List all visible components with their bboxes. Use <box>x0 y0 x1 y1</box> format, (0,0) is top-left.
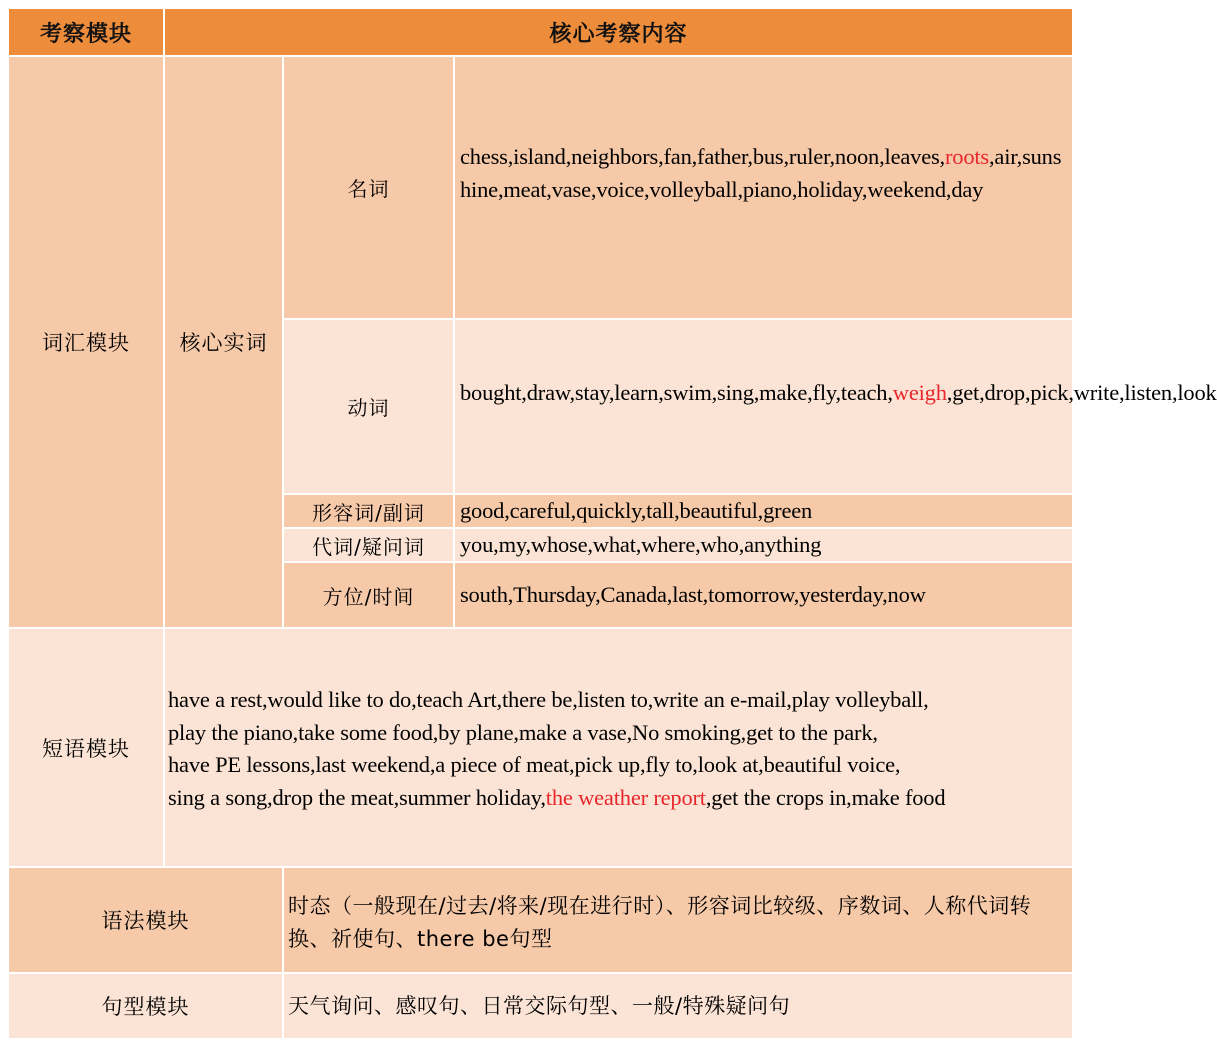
direction-time-text: south,Thursday,Canada,last,tomorrow,yesterday,now <box>460 581 926 607</box>
nouns-content-cell <box>455 57 1072 318</box>
direction-time-label: 方位/时间 <box>322 584 415 609</box>
nouns-label-cell <box>284 57 453 318</box>
sentences-text: 天气询问、感叹句、日常交际句型、一般/特殊疑问句 <box>288 993 791 1018</box>
phrases-module-label: 短语模块 <box>42 736 130 761</box>
phrases-line-3: have PE lessons,last weekend,a piece of meat,pick up,fly to,look at,beautiful voice, <box>168 752 901 777</box>
adjectives-label-cell <box>284 495 453 527</box>
verbs-content-cell <box>455 320 1217 493</box>
nouns-text-b: ,air,sunshine,meat,vase,voice,volleyball,piano,holiday,weekend,day <box>460 144 1062 202</box>
direction-time-content-cell <box>455 563 1072 627</box>
nouns-label: 名词 <box>347 177 390 201</box>
verbs-highlight: weigh <box>892 380 947 405</box>
nouns-text-a: chess,island,neighbors,fan,father,bus,ruler,noon,leaves, <box>460 144 945 169</box>
direction-time-label-cell <box>284 563 453 627</box>
phrases-content-cell <box>165 629 1072 866</box>
verbs-label: 动词 <box>347 396 390 420</box>
adjectives-label: 形容词/副词 <box>312 500 425 525</box>
adjectives-text: good,careful,quickly,tall,beautiful,green <box>460 497 813 523</box>
phrases-line-1: have a rest,would like to do,teach Art,there be,listen to,write an e-mail,play volleyball, <box>168 687 929 712</box>
phrases-line-4-highlight: the weather report <box>545 784 706 810</box>
pronouns-text: you,my,whose,what,where,who,anything <box>460 531 822 557</box>
header-content-label: 核心考察内容 <box>549 21 688 47</box>
vocab-category-cell <box>165 57 282 627</box>
vocab-module-cell <box>9 57 163 627</box>
vocab-category-label: 核心实词 <box>179 331 268 355</box>
sentences-module-cell <box>9 974 282 1038</box>
sentences-content-cell <box>284 974 1072 1038</box>
grammar-content-cell <box>284 868 1072 972</box>
grammar-module-cell <box>9 868 282 972</box>
nouns-highlight: roots <box>944 144 989 169</box>
phrases-line-2: play the piano,take some food,by plane,make a vase,No smoking,get to the park, <box>168 719 878 745</box>
phrases-line-4 <box>168 782 1072 815</box>
grammar-module-label: 语法模块 <box>101 909 190 933</box>
adjectives-content-cell <box>455 495 1072 527</box>
verbs-text-b: ,get,drop,pick,write,listen,look <box>946 380 1217 405</box>
verbs-label-cell <box>284 320 453 493</box>
header-module-cell <box>9 9 163 55</box>
nouns-text <box>460 141 1070 206</box>
phrases-line-4-a: sing a song,drop the meat,summer holiday, <box>168 784 546 810</box>
verbs-text <box>460 377 1217 410</box>
pronouns-content-cell <box>455 529 1072 561</box>
vocab-module-label: 词汇模块 <box>42 331 130 355</box>
header-module-label: 考察模块 <box>39 21 132 47</box>
pronouns-label: 代词/疑问词 <box>312 534 425 559</box>
header-content-cell <box>165 9 1072 55</box>
grammar-text: 时态（一般现在/过去/将来/现在进行时）、形容词比较级、序数词、人称代词转换、祈使句、there be句型 <box>288 894 1032 951</box>
sentences-module-label: 句型模块 <box>101 995 190 1019</box>
phrases-module-cell <box>9 629 163 866</box>
phrases-line-4-b: ,get the crops in,make food <box>705 784 946 810</box>
pronouns-label-cell <box>284 529 453 561</box>
verbs-text-a: bought,draw,stay,learn,swim,sing,make,fly,teach, <box>460 380 893 405</box>
